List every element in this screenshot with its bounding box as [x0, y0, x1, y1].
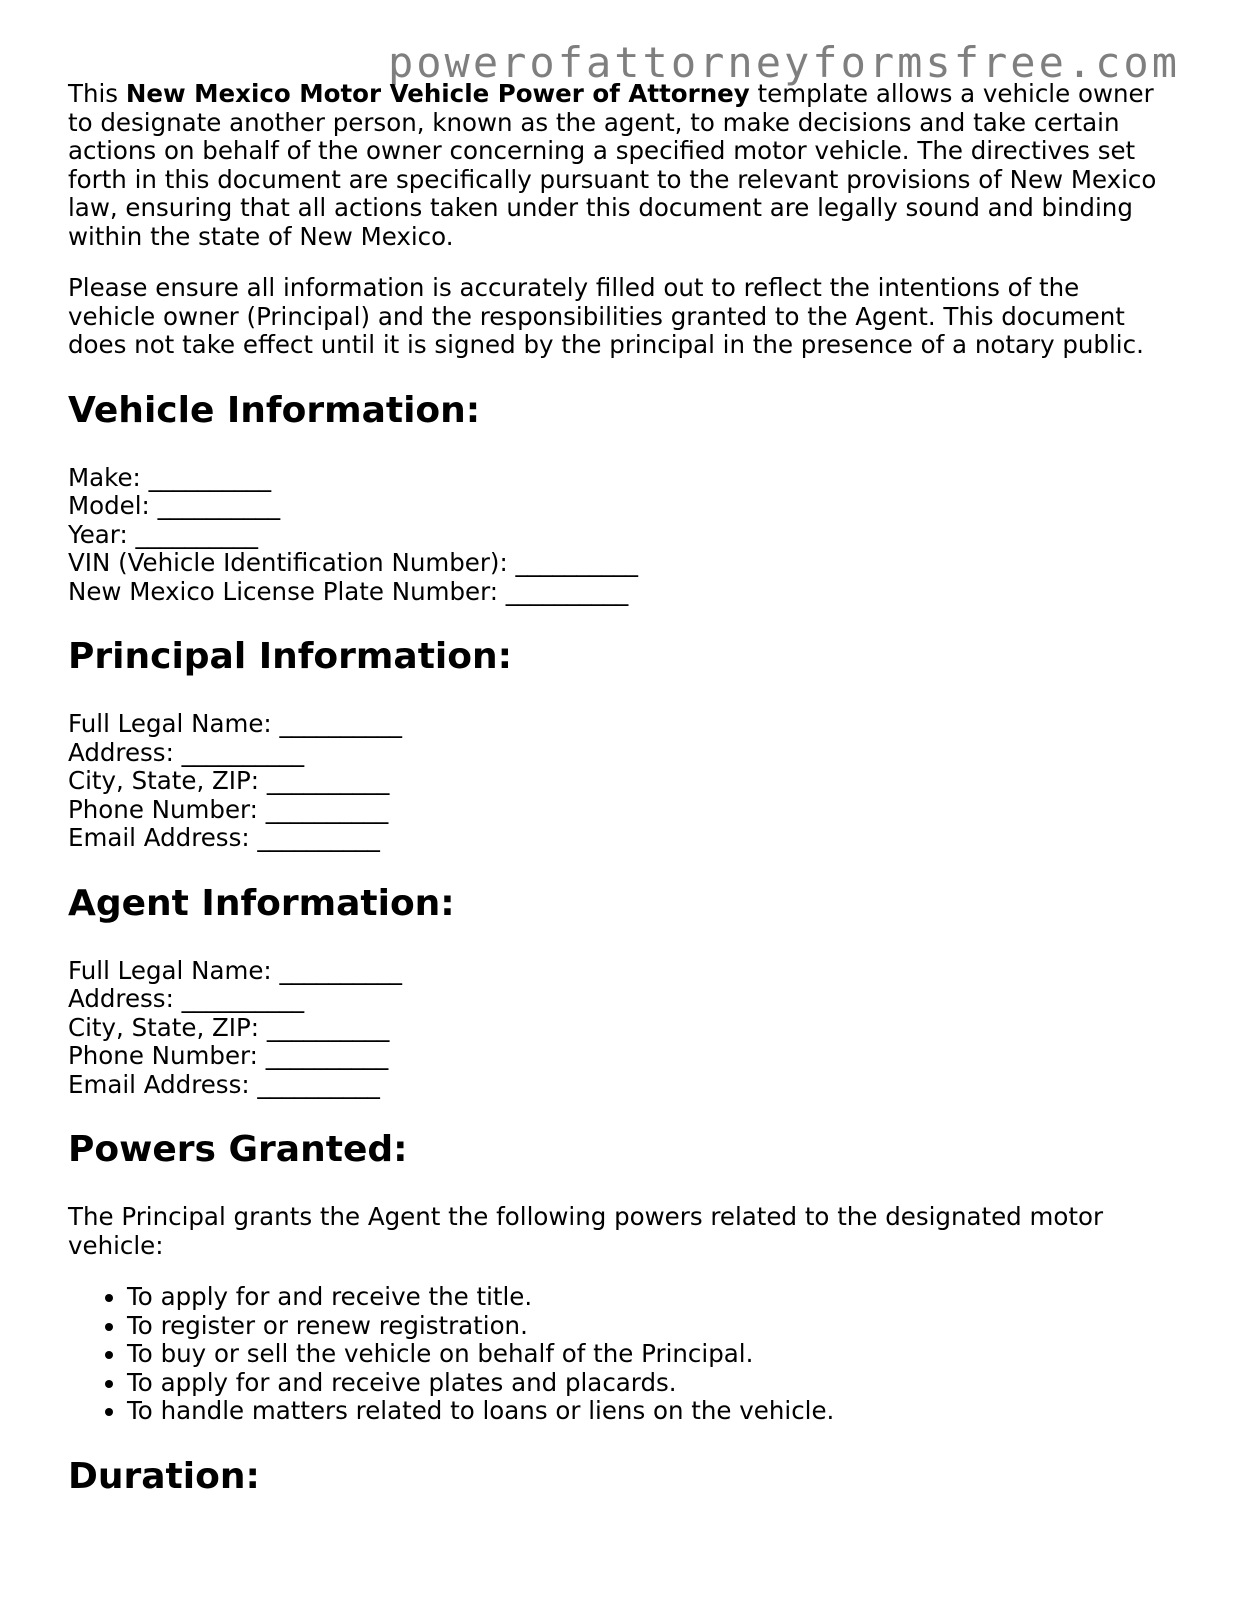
vehicle-year-field[interactable]: Year: __________	[68, 519, 258, 549]
watermark: powerofattorneyformsfree.com	[387, 38, 1180, 87]
document-title: New Mexico Motor Vehicle Power of Attorney	[125, 79, 750, 108]
powers-heading: Powers Granted:	[68, 1129, 408, 1170]
vehicle-fields	[68, 464, 1170, 607]
agent-name-field[interactable]: Full Legal Name: __________	[68, 955, 402, 985]
agent-heading: Agent Information:	[68, 882, 455, 924]
principal-phone-field[interactable]: Phone Number: __________	[68, 794, 389, 824]
principal-name-field[interactable]: Full Legal Name: __________	[68, 709, 402, 738]
powers-intro: The Principal grants the Agent the following powers related to the designated motor vehicle:	[68, 1202, 1104, 1260]
powers-list	[68, 1283, 1170, 1426]
agent-email-field[interactable]: Email Address: __________	[68, 1069, 380, 1099]
duration-heading: Duration:	[68, 1455, 260, 1497]
power-item: • To handle matters related to loans or liens on the vehicle.	[127, 1397, 1170, 1426]
agent-phone-field[interactable]: Phone Number: __________	[68, 1041, 389, 1070]
principal-address-field[interactable]: Address: __________	[68, 737, 305, 767]
vehicle-make-field[interactable]: Make: __________	[68, 462, 272, 492]
principal-fields	[68, 710, 1170, 853]
intro-prefix: This	[68, 79, 126, 108]
vehicle-heading: Vehicle Information:	[68, 389, 481, 431]
vehicle-vin-field[interactable]: VIN (Vehicle Identification Number): __________	[68, 548, 639, 577]
principal-email-field[interactable]: Email Address: __________	[68, 823, 380, 852]
instructions-paragraph: Please ensure all information is accurately filled out to reflect the intentions of the vehicle owner (Principal) and the responsibilities granted to the Agent. This document does not take effect until it is signed by the principal in the presence of a notary public.	[68, 273, 1144, 359]
agent-fields	[68, 957, 1170, 1100]
power-item: • To register or renew registration.	[127, 1312, 1170, 1341]
intro-paragraph	[68, 80, 1170, 251]
principal-heading: Principal Information:	[68, 636, 513, 677]
vehicle-plate-field[interactable]: New Mexico License Plate Number: __________	[68, 576, 629, 606]
power-item: • To apply for and receive plates and placards.	[127, 1369, 1170, 1398]
principal-city-field[interactable]: City, State, ZIP: __________	[68, 766, 390, 795]
power-item: • To buy or sell the vehicle on behalf of the Principal.	[127, 1340, 1170, 1369]
document-page	[68, 80, 1170, 1530]
agent-city-field[interactable]: City, State, ZIP: __________	[68, 1012, 390, 1042]
power-item: • To apply for and receive the title.	[127, 1283, 1170, 1312]
agent-address-field[interactable]: Address: __________	[68, 984, 305, 1013]
intro-rest: template allows a vehicle owner to designate another person, known as the agent, to make decisions and take certain actions on behalf of the owner concerning a specified motor vehicle. The directives set forth in this document are specifically pursuant to the relevant provisions of New Mexico law, ensuring that all actions taken under this document are legally sound and binding within the state of New Mexico.	[68, 79, 1157, 251]
vehicle-model-field[interactable]: Model: __________	[68, 491, 281, 520]
